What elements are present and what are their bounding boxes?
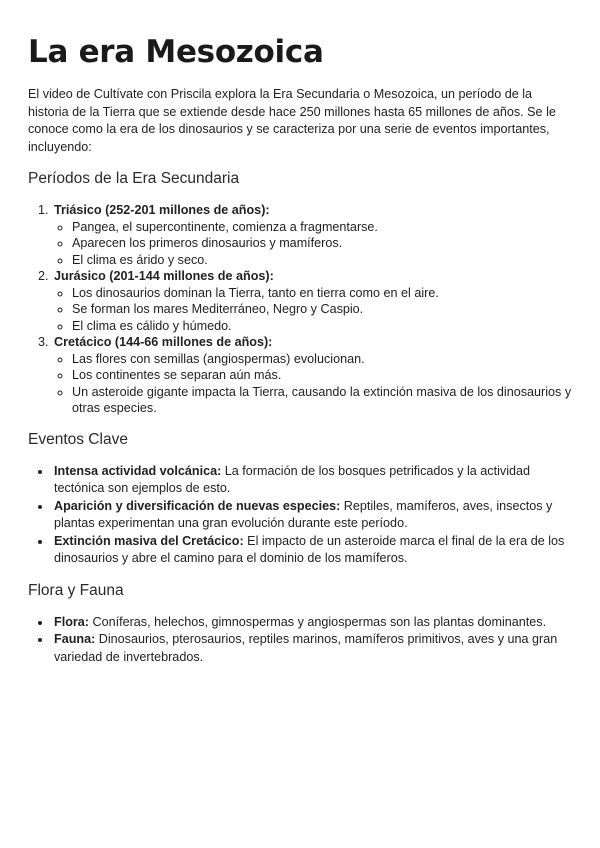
fauna-item	[52, 631, 572, 666]
period-point: ◦ Aparecen los primeros dinosaurios y mamíferos.	[72, 235, 572, 252]
events-heading: Eventos Clave	[28, 430, 128, 448]
period-point: ◦ El clima es cálido y húmedo.	[72, 318, 572, 335]
period-name: Triásico (252-201 millones de años):	[54, 203, 270, 217]
period-point: ◦ Las flores con semillas (angiospermas) evolucionan.	[72, 351, 572, 368]
periods-heading: Períodos de la Era Secundaria	[28, 170, 240, 187]
events-list	[28, 463, 572, 568]
event-item	[52, 533, 572, 568]
period-point: ◦ Los dinosaurios dominan la Tierra, tanto en tierra como en el aire.	[72, 285, 572, 302]
flora-label: Flora:	[54, 614, 89, 629]
fauna-text: Dinosaurios, pterosaurios, reptiles marinos, mamíferos primitivos, aves y una gran variedad de invertebrados.	[54, 632, 558, 664]
period-point: ◦ Pangea, el supercontinente, comienza a fragmentarse.	[72, 219, 572, 236]
event-label: Intensa actividad volcánica:	[54, 463, 222, 478]
event-text: La formación de los bosques petrificados y la actividad tectónica son ejemplos de esto.	[54, 463, 531, 495]
page-title: La era Mesozoica	[28, 34, 324, 70]
intro-paragraph: El video de Cultívate con Priscila explora la Era Secundaria o Mesozoica, un período de la historia de la Tierra que se extiende desde hace 250 millones hasta 65 millones de años. Se le conoce como la era de los dinosaurios y se caracteriza por una serie de eventos importantes, incluyendo:	[28, 87, 556, 154]
period-name: Cretácico (144-66 millones de años):	[54, 335, 273, 349]
flora-fauna-list	[28, 614, 572, 667]
period-points	[54, 351, 572, 417]
event-label: Aparición y diversificación de nuevas especies:	[54, 498, 341, 513]
period-name: Jurásico (201-144 millones de años):	[54, 269, 274, 283]
period-point: ◦ El clima es árido y seco.	[72, 252, 572, 269]
period-point: ◦ Los continentes se separan aún más.	[72, 367, 572, 384]
period-points	[54, 219, 572, 269]
period-item-cretacico	[52, 334, 572, 417]
period-point: ◦ Un asteroide gigante impacta la Tierra, causando la extinción masiva de los dinosaurios y otras especies.	[72, 384, 572, 417]
flora-item	[52, 614, 572, 632]
event-item	[52, 463, 572, 498]
event-label: Extinción masiva del Cretácico:	[54, 533, 244, 548]
fauna-label: Fauna:	[54, 632, 96, 646]
period-item-jurasico	[52, 268, 572, 334]
flora-fauna-heading: Flora y Fauna	[28, 581, 124, 599]
period-item-triasico	[52, 202, 572, 268]
event-text: El impacto de un asteroide marca el final de la era de los dinosaurios y abre el camino para el dominio de los mamíferos.	[54, 533, 565, 565]
event-item	[52, 498, 572, 533]
period-point: ◦ Se forman los mares Mediterráneo, Negro y Caspio.	[72, 301, 572, 318]
flora-text: Coníferas, helechos, gimnospermas y angiospermas son las plantas dominantes.	[88, 614, 547, 629]
period-points	[54, 285, 572, 335]
periods-list	[28, 202, 572, 417]
event-text: Reptiles, mamíferos, aves, insectos y plantas experimentan una gran evolución durante este período.	[54, 498, 553, 530]
